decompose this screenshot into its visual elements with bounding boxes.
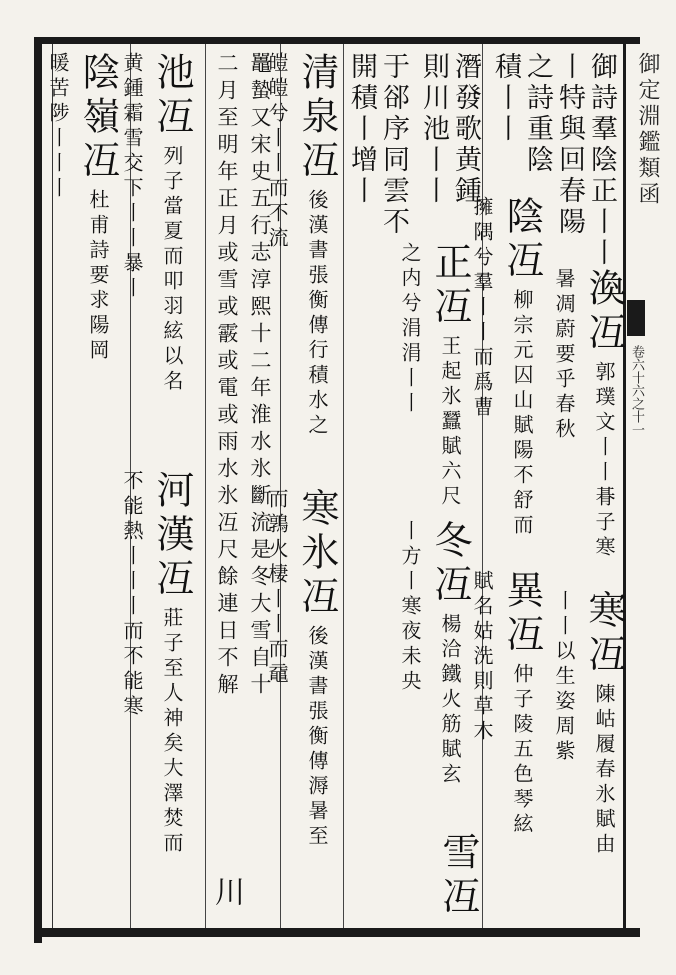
entry-headword: 雪冱 bbox=[436, 832, 480, 920]
column-divider bbox=[205, 44, 206, 928]
annotation-left: 之内兮涓涓丨丨 bbox=[398, 242, 422, 417]
annotation-right: 王起氷蠶賦六尺 bbox=[438, 335, 462, 511]
entry-headword: 河漢冱 bbox=[150, 470, 194, 602]
text-column: 鼉蟄又宋史五行志淳熙十二年淮水氷斷流是冬大雪自十 bbox=[248, 52, 272, 700]
annotation-right: 陳岵履春氷賦由 bbox=[592, 683, 616, 859]
annotation-right: 莊子至人神矣大澤焚而 bbox=[160, 607, 184, 858]
annotation-left: 擁隅兮羣丨丨而爲曹 bbox=[470, 196, 494, 421]
entry-headword: 池冱 bbox=[150, 52, 194, 140]
text-column: 積丨丨 bbox=[490, 52, 521, 145]
text-column: 川 bbox=[209, 876, 244, 910]
annotation-left: 皚皚兮丨丨而不流 bbox=[265, 52, 289, 252]
entry-donghu bbox=[398, 520, 478, 820]
text-column: 二月至明年正月或雪或霰或電或雨水氷冱尺餘連日不解 bbox=[215, 52, 239, 700]
entry-headword: 陰嶺冱 bbox=[76, 52, 120, 184]
annotation-right: 仲子陵五色琴絃 bbox=[510, 663, 534, 839]
annotation-left: 丨丨以生姿周紫 bbox=[552, 590, 576, 765]
page-frame-bottom bbox=[34, 928, 640, 937]
page-frame-top bbox=[34, 37, 640, 44]
entry-headword: 清泉冱 bbox=[295, 52, 339, 184]
text-column: 潛發歌黄鍾 bbox=[450, 52, 481, 207]
entry-chihu bbox=[120, 52, 200, 472]
annotation-right: 列子當夏而叩羽絃以名 bbox=[160, 145, 184, 396]
text-column: 御詩羣陰正丨丨 bbox=[586, 52, 617, 269]
annotation-right: 杜甫詩要求陽岡 bbox=[86, 189, 110, 365]
text-column: 丨特與回春陽 bbox=[554, 52, 585, 238]
running-head: 御定淵鑑類函 bbox=[635, 52, 660, 208]
entry-headword: 正冱 bbox=[428, 242, 472, 330]
text-column: 則川池丨丨 bbox=[418, 52, 449, 207]
annotation-right: 柳宗元囚山賦陽不舒而 bbox=[510, 289, 534, 540]
annotation-right: 郭璞文丨丨朞子寒 bbox=[592, 361, 616, 562]
entry-yinlinghu bbox=[46, 52, 126, 432]
entry-headword: 冬冱 bbox=[428, 520, 472, 608]
annotation-left: 黄鍾霜雪交下丨丨暴丨 bbox=[120, 52, 144, 302]
entry-xuehu bbox=[426, 832, 486, 922]
text-column: 于郤序同雲不 bbox=[378, 52, 409, 238]
entry-headword: 寒冱 bbox=[582, 590, 626, 678]
column-divider bbox=[482, 44, 483, 928]
annotation-left: 而鶉火棲丨丨而黿 bbox=[265, 488, 289, 688]
entry-headword: 異冱 bbox=[500, 570, 544, 658]
entry-hehanhu bbox=[120, 470, 200, 920]
text-column: 開積丨增丨 bbox=[346, 52, 377, 207]
entry-headword: 寒氷冱 bbox=[295, 488, 339, 620]
annotation-left: 丨方丨寒夜未央 bbox=[398, 520, 422, 695]
annotation-left: 賦名姑洗則草木 bbox=[470, 570, 494, 745]
entry-yinhu bbox=[470, 196, 550, 616]
entry-hanhu bbox=[552, 590, 632, 890]
fold-mark: 卷六十六之十一 bbox=[629, 345, 644, 436]
annotation-right: 後漢書張衡傳溽暑至 bbox=[305, 625, 329, 851]
page-frame-left bbox=[34, 37, 42, 943]
entry-hanbinghu bbox=[265, 488, 345, 908]
annotation-left: 不能熱丨丨丨而不能寒 bbox=[120, 470, 144, 720]
entry-yihu bbox=[470, 570, 550, 920]
entry-zhenghu bbox=[398, 242, 478, 532]
entry-headword: 渙冱 bbox=[582, 268, 626, 356]
entry-huanhu bbox=[552, 268, 632, 568]
annotation-left: 暖苦陟丨丨丨 bbox=[46, 52, 70, 202]
entry-qingquanhu bbox=[265, 52, 345, 532]
entry-headword: 陰冱 bbox=[500, 196, 544, 284]
annotation-left: 暑凋蔚要乎春秋 bbox=[552, 268, 576, 443]
text-column: 之詩重陰 bbox=[522, 52, 553, 176]
annotation-right: 楊洽鐵火筋賦玄 bbox=[438, 613, 462, 789]
annotation-right: 後漢書張衡傳行積水之 bbox=[305, 189, 329, 440]
